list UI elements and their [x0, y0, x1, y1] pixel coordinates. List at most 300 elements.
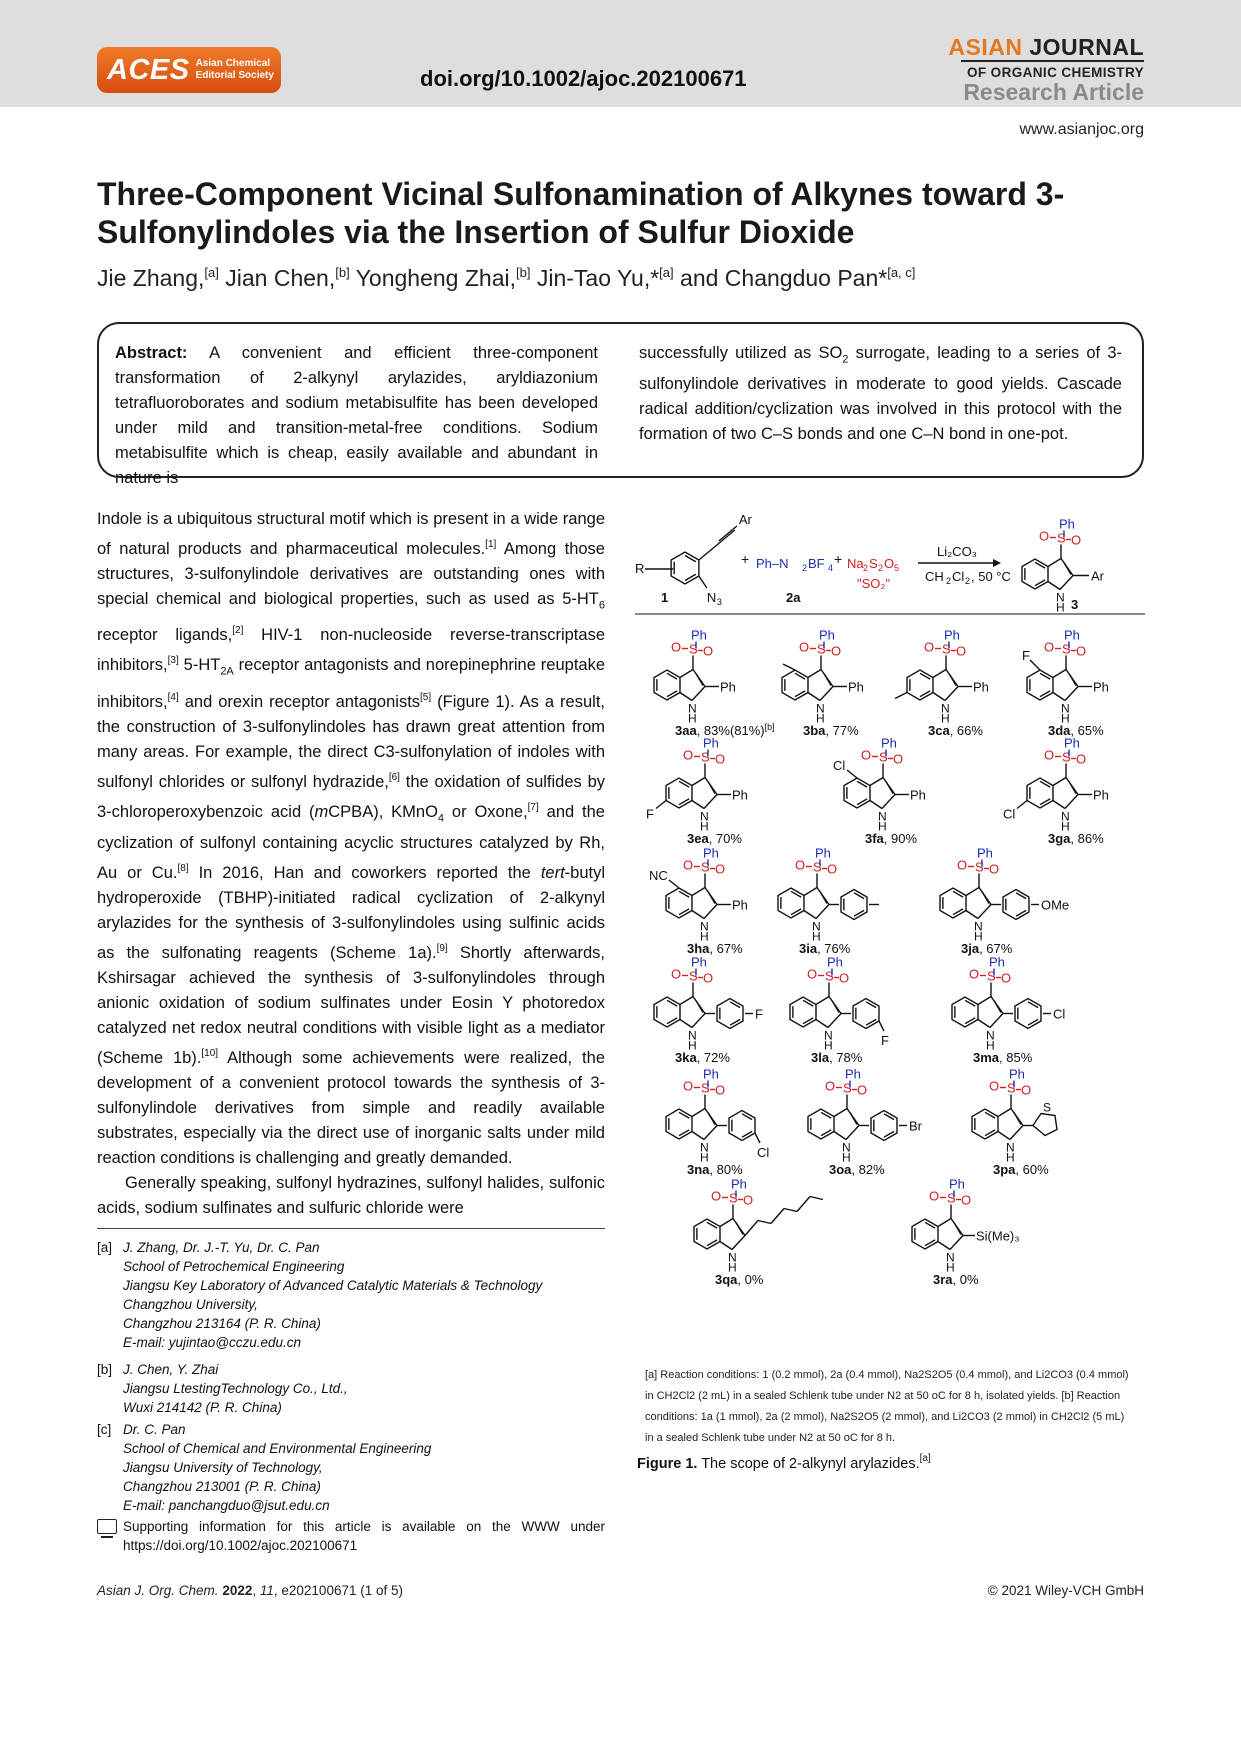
so2-surrogate: "SO₂" — [857, 576, 891, 591]
aryl-ring — [841, 890, 867, 920]
temperature: , 50 °C — [971, 569, 1011, 584]
oxygen: O — [860, 747, 872, 763]
bond — [755, 1133, 760, 1143]
bond — [1053, 778, 1066, 786]
ring-substituent: Cl — [1003, 806, 1016, 822]
product-3ia — [778, 846, 879, 957]
metabisulfite: S — [869, 556, 878, 571]
bond — [882, 795, 895, 809]
compound-label-3: 3 — [1071, 597, 1079, 612]
bond — [1048, 559, 1061, 567]
bond — [938, 1242, 950, 1250]
body-text — [97, 507, 605, 1221]
indole-n: N — [841, 1140, 851, 1155]
product-3ma — [952, 955, 1065, 1066]
product-label — [865, 831, 917, 846]
diazonium-bf-sub: 4 — [828, 563, 834, 573]
product-id: 3ja — [961, 941, 980, 956]
bond — [1010, 1126, 1023, 1140]
product-yield: , 0% — [737, 1272, 764, 1287]
solvent-label: Cl — [952, 569, 965, 584]
bond — [1048, 582, 1060, 590]
bond — [846, 1126, 859, 1140]
indole-benzo-ring — [1027, 778, 1053, 808]
article-type: Research Article — [963, 79, 1144, 105]
sulfur: S — [700, 749, 710, 765]
indole-h: H — [841, 1150, 851, 1165]
bond — [828, 1014, 841, 1028]
phenyl-label: Ph — [844, 1066, 861, 1082]
phenyl-label: Ph — [880, 735, 897, 751]
product-yield: , 60% — [1015, 1162, 1049, 1177]
product-id: 3aa — [675, 723, 697, 738]
phenyl-label: Ph — [731, 897, 748, 913]
oxygen: O — [798, 639, 810, 655]
double-bond — [696, 1001, 703, 1013]
double-bond — [1014, 1113, 1021, 1125]
product-label — [675, 1050, 730, 1065]
bond — [704, 1126, 717, 1140]
phenyl-label: Ph — [818, 627, 835, 643]
bond — [692, 911, 704, 919]
bond — [834, 1132, 846, 1140]
hexyl-chain — [784, 1209, 797, 1212]
hexyl-chain — [771, 1209, 784, 1224]
indole-h: H — [687, 1038, 697, 1053]
bond — [808, 693, 820, 701]
sulfur: S — [728, 1190, 738, 1206]
hexyl-chain — [810, 1197, 823, 1200]
product-label — [993, 1162, 1049, 1177]
product-yield: , 70% — [708, 831, 742, 846]
indole-n: N — [877, 809, 887, 824]
oxygen: O — [988, 861, 1000, 877]
oxygen: O — [714, 861, 726, 877]
double-bond — [820, 892, 827, 904]
bond — [808, 670, 821, 678]
double-bond — [708, 782, 715, 794]
bond — [680, 997, 693, 1005]
indole-benzo-ring — [808, 1109, 834, 1139]
aces-logo-subtitle: Asian Chemical Editorial Society — [195, 58, 274, 81]
azide-label: N — [706, 590, 717, 605]
bond — [933, 670, 946, 678]
reaction-equation — [635, 512, 1145, 615]
indole-h: H — [1005, 1150, 1015, 1165]
product-3fa — [833, 736, 926, 847]
indole-h: H — [687, 711, 697, 726]
arylazide-ring — [671, 552, 699, 584]
oxygen: O — [838, 970, 850, 986]
bond — [692, 778, 705, 786]
ring-substituent: NC — [649, 868, 668, 883]
aryl-ring — [1015, 999, 1041, 1029]
affiliation-c: [c] Dr. C. Pan School of Chemical and Environmental Engineering Jiangsu University of Technology, Changzhou 213001 (P. R. China) E-mail: panchangduo@jsut.edu.cn — [97, 1422, 432, 1513]
abstract-right: successfully utilized as $SO_2$ surrogate, leading to a series of 3-sulfonylindole derivatives in moderate to good yields. Cascade radical addition/cyclization was involved in this protocol with the formation of two C–S bonds and one C–N bond in one-pot. — [639, 344, 1122, 444]
bond — [990, 1014, 1003, 1028]
product-id: 3ia — [799, 941, 818, 956]
product-id: 3ma — [973, 1050, 1000, 1065]
indole-benzo-ring — [666, 1109, 692, 1139]
phenyl-label: Ph — [702, 845, 719, 861]
phenyl-label: Ph — [826, 954, 843, 970]
phenyl-label: Ph — [972, 679, 989, 695]
solvent-label: CH — [925, 569, 944, 584]
product-yield: , 83%(81%) — [696, 723, 765, 738]
sulfur: S — [816, 641, 826, 657]
sulfur: S — [1006, 1080, 1016, 1096]
bond — [732, 1236, 745, 1250]
paragraph-2: Generally speaking, sulfonyl hydrazines, sulfonyl halides, sulfonic acids, sodium sulfinates and sulfuric chloride were — [97, 1173, 605, 1217]
sulfur: S — [946, 1190, 956, 1206]
phenyl-label: Ph — [1092, 787, 1109, 803]
author-list: Jie Zhang,[a] Jian Chen,[b] Yongheng Zhai,[b] Jin-Tao Yu,*[a] and Changduo Pan*[a, c] — [97, 265, 916, 291]
bond — [804, 911, 816, 919]
oxygen: O — [670, 639, 682, 655]
sulfur: S — [700, 1080, 710, 1096]
phenyl-label: Ph — [1063, 627, 1080, 643]
product-id: 3ka — [675, 1050, 697, 1065]
oxygen: O — [682, 857, 694, 873]
phenyl-label: Ph — [847, 679, 864, 695]
double-bond — [824, 674, 831, 686]
product-3ja — [940, 846, 1069, 957]
oxygen: O — [830, 643, 842, 659]
copyright: © 2021 Wiley-VCH GmbH — [987, 1583, 1144, 1598]
reaction-scheme — [635, 508, 1145, 1338]
product-3ba — [782, 628, 864, 739]
indole-benzo-ring — [666, 778, 692, 808]
bond — [870, 801, 882, 809]
indole-benzo-ring — [782, 670, 808, 700]
sulfur: S — [842, 1080, 852, 1096]
para-substituent: F — [754, 1006, 763, 1022]
methyl-bond — [895, 693, 907, 699]
product-id: 3la — [811, 1050, 830, 1065]
para-substituent: Cl — [1052, 1006, 1066, 1022]
bond — [816, 905, 829, 919]
journal-logo: ASIAN JOURNAL OF ORGANIC CHEMISTRY Research Article — [948, 34, 1144, 105]
bond — [950, 1236, 963, 1250]
indole-n: N — [699, 1140, 709, 1155]
journal-rule — [961, 60, 1144, 62]
aryl-ring — [717, 999, 743, 1029]
product-3oa — [808, 1067, 923, 1178]
oxygen: O — [960, 1192, 972, 1208]
hexyl-chain — [745, 1221, 758, 1236]
para-substituent: OMe — [1040, 897, 1070, 913]
product-label — [799, 941, 851, 956]
bond — [938, 1219, 951, 1227]
indole-n: N — [945, 1250, 955, 1265]
indole-h: H — [815, 711, 825, 726]
sulfur: S — [986, 968, 996, 984]
oxygen: O — [824, 1078, 836, 1094]
indole-h: H — [1055, 600, 1065, 615]
double-bond — [1069, 674, 1076, 686]
product-yield: , 72% — [696, 1050, 730, 1065]
bond — [998, 1132, 1010, 1140]
indole-benzo-ring — [654, 670, 680, 700]
product-3ha — [649, 846, 748, 957]
phenyl-label: Ph — [988, 954, 1005, 970]
oxygen: O — [1070, 532, 1082, 548]
oxygen: O — [955, 643, 967, 659]
product-label — [933, 1272, 979, 1287]
abstract-left: Abstract: A convenient and efficient three-component transformation of 2-alkynyl arylazides, aryldiazonium tetrafluoroborates and sodium metabisulfite has been developed under mild and transition-metal-free conditions. Sodium metabisulfite which is cheap, easily available and abundant in nature is — [115, 344, 598, 487]
oxygen: O — [1075, 751, 1087, 767]
indole-n: N — [687, 1028, 697, 1043]
product-id: 3pa — [993, 1162, 1016, 1177]
bond — [704, 905, 717, 919]
bond — [656, 801, 666, 809]
indole-benzo-ring — [940, 888, 966, 918]
aryl-ring — [871, 1111, 897, 1141]
indole-benzo-ring — [790, 997, 816, 1027]
indole-h: H — [1060, 819, 1070, 834]
indole-n: N — [940, 701, 950, 716]
indole-h: H — [940, 711, 950, 726]
oxygen: O — [968, 966, 980, 982]
metabisulfite: Na — [847, 556, 864, 571]
bond — [680, 670, 693, 678]
indole-benzo-ring — [1022, 559, 1048, 589]
indole-h: H — [1060, 711, 1070, 726]
aryl-label: Ar — [1090, 568, 1104, 584]
arrow-head — [993, 559, 1001, 567]
oxygen: O — [1075, 643, 1087, 659]
product-yield: , 85% — [999, 1050, 1033, 1065]
indole-n: N — [1055, 590, 1065, 605]
oxygen: O — [956, 857, 968, 873]
indole-h: H — [823, 1038, 833, 1053]
computer-icon — [97, 1519, 117, 1534]
indole-benzo-ring — [654, 997, 680, 1027]
sulfur: S — [941, 641, 951, 657]
product-3la — [790, 955, 889, 1066]
indole-n: N — [687, 701, 697, 716]
double-bond — [850, 1113, 857, 1125]
aryl-ring — [853, 999, 879, 1029]
double-bond — [949, 674, 956, 686]
product-label — [675, 722, 775, 738]
indole-n: N — [699, 919, 709, 934]
indole-h: H — [699, 1150, 709, 1165]
oxygen: O — [670, 966, 682, 982]
bond — [699, 545, 717, 560]
affiliation-a: [a] J. Zhang, Dr. J.-T. Yu, Dr. C. Pan School of Petrochemical Engineering Jiangsu Key Laboratory of Advanced Catalytic Materials & Technology Changzhou University, Changzhou 213164 (P. R. China) E-mail: yujintao@cczu.edu.cn — [97, 1240, 543, 1350]
product-3pa — [972, 1067, 1057, 1178]
article-title: Three-Component Vicinal Sulfonamination of Alkynes toward 3-Sulfonylindoles via the Insertion of Sulfur Dioxide — [97, 176, 1065, 250]
indole-benzo-ring — [907, 670, 933, 700]
sulfur: S — [700, 859, 710, 875]
product-yield: , 77% — [825, 723, 859, 738]
sulfur: S — [878, 749, 888, 765]
oxygen: O — [1043, 639, 1055, 655]
oxygen: O — [856, 1082, 868, 1098]
solvent-sub: 2 — [946, 576, 952, 586]
product-id: 3fa — [865, 831, 884, 846]
oxygen: O — [988, 1078, 1000, 1094]
tms-label: Si(Me)₃ — [975, 1228, 1020, 1244]
product-id: 3da — [1048, 723, 1071, 738]
bond — [816, 1020, 828, 1028]
indole-n: N — [1060, 701, 1070, 716]
metabisulfite-sub: 2 — [863, 563, 869, 573]
product-yield: , 90% — [883, 831, 918, 846]
indole-h: H — [877, 819, 887, 834]
product-id: 3ca — [928, 723, 950, 738]
ring-substituent: Cl — [833, 758, 846, 773]
bond — [1017, 801, 1027, 809]
bond — [870, 778, 883, 786]
sulfur: S — [824, 968, 834, 984]
oxygen: O — [742, 1192, 754, 1208]
bond — [804, 888, 817, 896]
product-label — [687, 1162, 743, 1177]
oxygen: O — [714, 1082, 726, 1098]
product-3ea — [646, 736, 748, 847]
bond — [978, 997, 991, 1005]
phenyl-label: Ph — [690, 954, 707, 970]
compound-label-1: 1 — [661, 590, 669, 605]
double-bond — [736, 1223, 743, 1235]
phenyl-label: Ph — [719, 679, 736, 695]
sulfur: S — [688, 968, 698, 984]
phenyl-label: Ph — [1092, 679, 1109, 695]
metabisulfite-sub: 2 — [878, 563, 884, 573]
diazonium-bf: BF — [808, 556, 825, 571]
bond — [966, 911, 978, 919]
indole-h: H — [945, 1260, 955, 1275]
product-label — [928, 723, 983, 738]
sulfur: S — [812, 859, 822, 875]
bond — [692, 1014, 705, 1028]
footnote-rule — [97, 1228, 605, 1229]
product-yield: , 65% — [1070, 723, 1104, 738]
oxygen: O — [702, 643, 714, 659]
product-yield: , 67% — [979, 941, 1013, 956]
r-group: R — [635, 561, 645, 576]
phenyl-label: Ph — [943, 627, 960, 643]
indole-n: N — [1060, 809, 1070, 824]
product-yield: , 78% — [829, 1050, 863, 1065]
double-bond — [954, 1223, 961, 1235]
bond — [1053, 670, 1066, 678]
indole-n: N — [973, 919, 983, 934]
oxygen: O — [702, 970, 714, 986]
thiophene-s: S — [1042, 1100, 1052, 1115]
oxygen: O — [892, 751, 904, 767]
phenyl-label: Ph — [1063, 735, 1080, 751]
product-id: 3ga — [1048, 831, 1071, 846]
product-id: 3oa — [829, 1162, 852, 1177]
double-bond — [982, 892, 989, 904]
phenyl-label: Ph — [731, 787, 748, 803]
bond — [945, 687, 958, 701]
product-note: [b] — [764, 722, 775, 732]
product-3ca — [895, 628, 989, 739]
solvent-sub: 2 — [965, 576, 971, 586]
indole-h: H — [727, 1260, 737, 1275]
phenyl-label: Ph — [702, 1066, 719, 1082]
doi-link[interactable]: doi.org/10.1002/ajoc.202100671 — [420, 66, 747, 91]
meta-substituent: Cl — [756, 1145, 770, 1160]
product-3da — [1022, 628, 1109, 739]
product-3qa — [694, 1177, 823, 1288]
ring-substituent: F — [646, 806, 654, 822]
double-bond — [1064, 563, 1071, 575]
aryl-ring — [729, 1111, 755, 1141]
indole-h: H — [973, 929, 983, 944]
supporting-info-text[interactable]: Supporting information for this article is available on the WWW under https://doi.org/10.1002/ajoc.202100671 — [123, 1519, 605, 1553]
double-bond — [696, 674, 703, 686]
product-grid — [646, 628, 1109, 1288]
phenyl-label: Ph — [948, 1176, 965, 1192]
product-3ra — [912, 1177, 1020, 1288]
bond — [1053, 801, 1065, 809]
figure-caption: Figure 1. The scope of 2-alkynyl arylazides.[a] — [637, 1453, 931, 1472]
indole-n: N — [985, 1028, 995, 1043]
sulfur: S — [688, 641, 698, 657]
bond — [692, 888, 705, 896]
product-label — [803, 723, 859, 738]
plus-sign: + — [741, 551, 750, 567]
aces-logo[interactable] — [97, 47, 281, 93]
supporting-info — [97, 1517, 605, 1555]
product-label — [973, 1050, 1033, 1065]
phenyl-label: Ph — [1058, 516, 1075, 532]
plus-sign: + — [834, 551, 843, 567]
oxygen: O — [806, 966, 818, 982]
product-id: 3ha — [687, 941, 710, 956]
thiophene-ring — [1033, 1114, 1057, 1136]
product-id: 3qa — [715, 1272, 738, 1287]
indole-h: H — [811, 929, 821, 944]
bond — [680, 693, 692, 701]
diazonium-sub: 2 — [802, 563, 808, 573]
bond — [998, 1109, 1011, 1117]
aryl-label: Ar — [738, 512, 752, 527]
double-bond — [685, 556, 696, 562]
phenyl-label: Ph — [690, 627, 707, 643]
bond — [966, 888, 979, 896]
figure-footnote: [a] Reaction conditions: 1 (0.2 mmol), 2a (0.4 mmol), Na2S2O5 (0.4 mmol), and Li2CO3 (0.4 mmol) in CH2Cl2 (2 mL) in a sealed Schlenk tube under N2 at 50 oC for 8 h, isolated yields. [b] Reaction conditions: 1a (1 mmol), 2a (2 mmol), Na2S2O5 (2 mmol), and Li2CO3 (2 mmol) in CH2Cl2 (5 mL) in a sealed Schlenk tube under N2 at 50 oC for 8 h. — [645, 1369, 1129, 1444]
website-link[interactable]: www.asianjoc.org — [1019, 121, 1144, 138]
oxygen: O — [682, 1078, 694, 1094]
triple-bond — [719, 526, 737, 541]
bond — [1065, 687, 1078, 701]
bond — [847, 770, 857, 778]
product-3na — [666, 1067, 769, 1178]
double-bond — [994, 1001, 1001, 1013]
oxygen: O — [1000, 970, 1012, 986]
bond — [692, 801, 704, 809]
product-yield: , 80% — [709, 1162, 743, 1177]
product-label — [811, 1050, 863, 1065]
double-bond — [832, 1001, 839, 1013]
abstract-box — [97, 322, 1144, 487]
indole-benzo-ring — [844, 778, 870, 808]
bond — [704, 795, 717, 809]
indole-benzo-ring — [952, 997, 978, 1027]
bond — [692, 1109, 705, 1117]
indole-h: H — [985, 1038, 995, 1053]
metabisulfite-sub: 5 — [894, 563, 900, 573]
sulfur: S — [1061, 749, 1071, 765]
sulfur: S — [974, 859, 984, 875]
bond — [1030, 660, 1040, 670]
